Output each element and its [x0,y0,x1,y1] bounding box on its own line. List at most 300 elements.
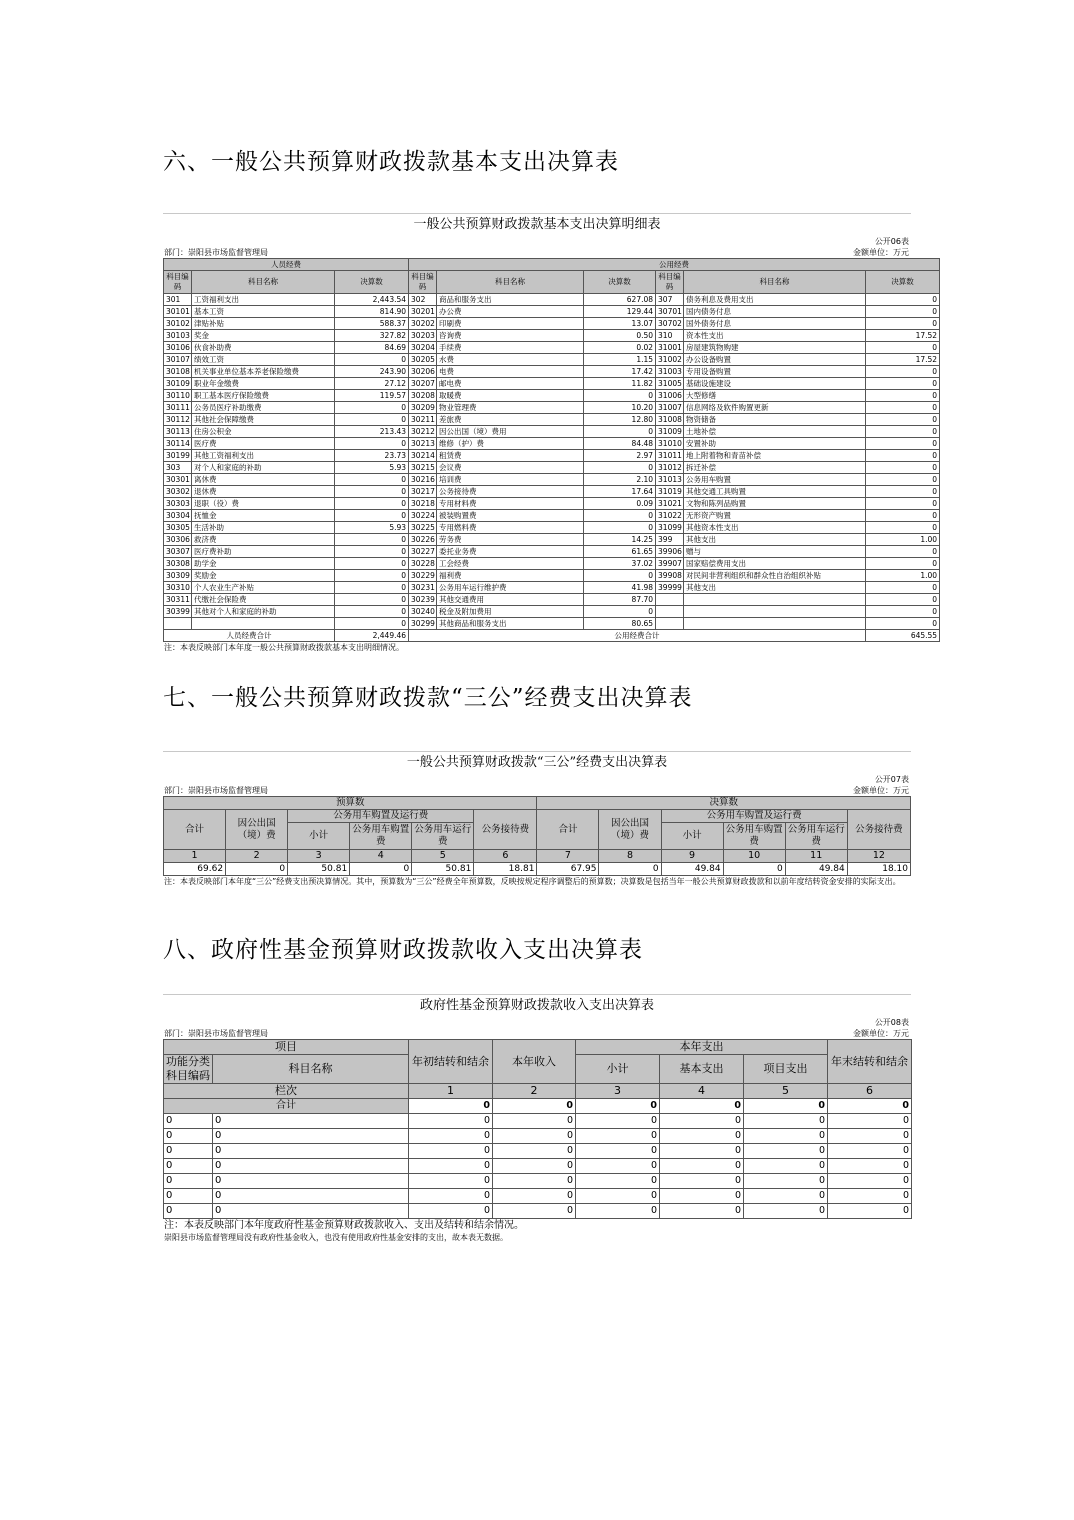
table-row [164,863,911,876]
name-cell: 赠与 [684,546,866,558]
amount-cell: 0 [409,1174,493,1189]
header-reception: 公务接待费 [847,810,910,850]
header-car-buy: 公务用车购置费 [723,823,785,850]
table-row [164,594,940,606]
header-colnum: 栏次 [164,1084,409,1099]
amount-cell: 0 [493,1204,576,1219]
code-cell: 30114 [164,438,192,450]
code-cell: 31099 [656,522,684,534]
table-row [164,486,940,498]
header-income: 本年收入 [493,1040,576,1084]
sheet-meta [163,236,911,247]
amount-cell: 0 [828,1174,912,1189]
code-cell: 31003 [656,366,684,378]
column-number: 6 [474,850,537,863]
amount-cell: 84.48 [584,438,656,450]
amount-cell: 0 [744,1129,828,1144]
column-number: 3 [576,1084,660,1099]
column-number: 6 [828,1084,912,1099]
name-cell: 其他支出 [684,534,866,546]
amount-cell: 0 [335,558,409,570]
amount-cell: 0 [744,1144,828,1159]
code-cell: 0 [164,1204,213,1219]
name-cell: 工会经费 [437,558,584,570]
code-cell: 31006 [656,390,684,402]
name-cell: 对个人和家庭的补助 [192,462,335,474]
header-name: 科目名称 [213,1055,409,1084]
name-cell: 办公费 [437,306,584,318]
amount-cell: 0 [576,1204,660,1219]
amount-cell: 0 [584,426,656,438]
code-cell: 0 [164,1129,213,1144]
name-cell: 0 [213,1189,409,1204]
basic-expense-sheet [163,213,938,653]
code-cell [164,618,192,630]
amount-cell: 213.43 [335,426,409,438]
header-car: 公务用车购置及运行费 [288,810,474,823]
column-number: 9 [661,850,723,863]
header-subtotal: 小计 [661,823,723,850]
header-total: 合计 [537,810,599,850]
name-cell: 咨询费 [437,330,584,342]
amount-cell: 0 [866,510,940,522]
amount-cell: 49.84 [661,863,723,876]
table-row [164,1114,912,1129]
name-cell: 专用设备购置 [684,366,866,378]
code-cell: 39907 [656,558,684,570]
name-cell [192,618,335,630]
code-cell: 30109 [164,378,192,390]
basic-expense-table [163,258,940,642]
amount-cell: 1.00 [866,570,940,582]
amount-cell: 0 [866,594,940,606]
amount-cell: 588.37 [335,318,409,330]
name-cell: 其他工资福利支出 [192,450,335,462]
amount-cell: 0.50 [584,330,656,342]
code-cell: 30217 [409,486,437,498]
name-cell: 差旅费 [437,414,584,426]
name-cell: 其他商品和服务支出 [437,618,584,630]
table-row [164,342,940,354]
amount-cell: 0 [335,534,409,546]
total-personnel-label: 人员经费合计 [164,630,335,642]
section-8-title: 八、政府性基金预算财政拨款收入支出决算表 [163,937,643,963]
name-cell [684,618,866,630]
amount-cell: 0 [660,1174,744,1189]
amount-cell: 0 [576,1129,660,1144]
code-cell: 399 [656,534,684,546]
amount-cell: 0 [866,486,940,498]
code-cell: 30301 [164,474,192,486]
fund-table [163,1039,912,1219]
code-cell: 31002 [656,354,684,366]
code-cell: 30304 [164,510,192,522]
sheet-meta [163,774,911,785]
amount-cell: 41.98 [584,582,656,594]
code-cell: 30112 [164,414,192,426]
amount-cell: 0 [723,863,785,876]
sheet-meta [163,785,911,796]
amount-cell: 87.70 [584,594,656,606]
name-cell: 培训费 [437,474,584,486]
code-cell: 30113 [164,426,192,438]
name-cell: 对民间非营利组织和群众性自治组织补贴 [684,570,866,582]
table-row [164,474,940,486]
name-cell: 公务用车购置 [684,474,866,486]
code-cell: 31021 [656,498,684,510]
name-cell: 资本性支出 [684,330,866,342]
code-cell: 30228 [409,558,437,570]
amount-cell: 0 [335,618,409,630]
amount-cell: 0 [660,1129,744,1144]
name-cell: 会议费 [437,462,584,474]
code-cell: 31013 [656,474,684,486]
table-row [164,318,940,330]
code-cell: 30227 [409,546,437,558]
code-cell: 31008 [656,414,684,426]
code-cell: 0 [164,1174,213,1189]
name-cell: 公务员医疗补助缴费 [192,402,335,414]
name-cell: 住房公积金 [192,426,335,438]
amount-cell: 0 [828,1129,912,1144]
name-cell: 物业管理费 [437,402,584,414]
header-item: 项目 [164,1040,409,1055]
name-cell: 邮电费 [437,378,584,390]
header-amount: 决算数 [866,271,940,294]
table-row [164,462,940,474]
code-cell: 30216 [409,474,437,486]
name-cell: 0 [213,1144,409,1159]
amount-cell: 0 [576,1114,660,1129]
amount-cell: 0 [576,1159,660,1174]
code-cell: 31022 [656,510,684,522]
group-personnel: 人员经费 [164,259,409,271]
department-label: 部门：崇阳县市场监督管理局 [164,786,268,795]
name-cell: 职业年金缴费 [192,378,335,390]
table-row [164,354,940,366]
name-cell [684,594,866,606]
amount-cell: 243.90 [335,366,409,378]
code-cell: 30225 [409,522,437,534]
code-cell: 30212 [409,426,437,438]
amount-cell: 0 [576,1174,660,1189]
amount-cell: 0 [576,1189,660,1204]
table-row [164,498,940,510]
name-cell: 债务利息及费用支出 [684,294,866,306]
table-row [164,306,940,318]
name-cell: 福利费 [437,570,584,582]
amount-cell: 0 [409,1144,493,1159]
code-cell: 30224 [409,510,437,522]
amount-cell: 0 [493,1144,576,1159]
table-row [164,582,940,594]
total-amount: 0 [744,1099,828,1114]
amount-cell: 18.81 [474,863,537,876]
amount-cell: 0 [409,1114,493,1129]
code-cell: 30213 [409,438,437,450]
code-cell: 30305 [164,522,192,534]
code-cell: 31001 [656,342,684,354]
name-cell: 其他资本性支出 [684,522,866,534]
total-amount: 0 [493,1099,576,1114]
name-cell: 办公设备购置 [684,354,866,366]
amount-cell: 0 [660,1114,744,1129]
name-cell: 无形资产购置 [684,510,866,522]
three-public-table [163,796,911,876]
name-cell: 生活补助 [192,522,335,534]
amount-cell: 0 [409,1129,493,1144]
name-cell: 信息网络及软件购置更新 [684,402,866,414]
amount-cell: 0 [866,414,940,426]
amount-cell: 0 [335,354,409,366]
amount-cell: 0 [828,1159,912,1174]
sheet-meta [163,1028,911,1039]
name-cell: 税金及附加费用 [437,606,584,618]
amount-cell: 18.10 [847,863,910,876]
code-cell: 31010 [656,438,684,450]
amount-cell: 0 [584,462,656,474]
amount-cell: 129.44 [584,306,656,318]
amount-cell: 814.90 [335,306,409,318]
amount-cell: 0 [335,510,409,522]
amount-cell: 0 [828,1114,912,1129]
column-number: 1 [409,1084,493,1099]
amount-cell: 0 [660,1189,744,1204]
amount-cell: 0 [866,378,940,390]
code-cell: 30208 [409,390,437,402]
name-cell: 其他社会保障缴费 [192,414,335,426]
column-number: 5 [412,850,474,863]
amount-cell: 0 [744,1204,828,1219]
name-cell: 电费 [437,366,584,378]
table-row [164,558,940,570]
name-cell: 手续费 [437,342,584,354]
table-row [164,450,940,462]
name-cell: 专用材料费 [437,498,584,510]
fund-sheet [163,994,911,1243]
table-row [164,1204,912,1219]
amount-cell: 0 [866,618,940,630]
name-cell: 个人农业生产补贴 [192,582,335,594]
amount-cell: 0 [866,474,940,486]
code-cell: 30106 [164,342,192,354]
name-cell: 奖金 [192,330,335,342]
amount-cell: 0 [866,582,940,594]
amount-cell: 11.82 [584,378,656,390]
code-cell: 30201 [409,306,437,318]
column-number: 4 [350,850,412,863]
name-cell [684,606,866,618]
code-cell: 30229 [409,570,437,582]
amount-cell: 0 [335,594,409,606]
table-note: 注：本表反映部门本年度政府性基金预算财政拨款收入、支出及结转和结余情况。 [164,1220,524,1231]
table-row [164,618,940,630]
column-number: 3 [288,850,350,863]
table-row [164,1129,912,1144]
amount-cell: 0 [866,318,940,330]
amount-cell: 0 [226,863,288,876]
total-personnel-value: 2,449.46 [335,630,409,642]
name-cell: 国内债务付息 [684,306,866,318]
name-cell: 房屋建筑物购建 [684,342,866,354]
table-row [164,438,940,450]
code-cell: 39906 [656,546,684,558]
name-cell: 安置补助 [684,438,866,450]
three-public-sheet [163,751,911,887]
amount-cell: 0 [866,402,940,414]
amount-cell: 5.93 [335,522,409,534]
code-cell: 307 [656,294,684,306]
amount-cell: 50.81 [288,863,350,876]
amount-cell: 0 [584,570,656,582]
code-cell: 31011 [656,450,684,462]
amount-cell: 0 [866,426,940,438]
code-cell: 31019 [656,486,684,498]
amount-cell: 0 [660,1144,744,1159]
code-cell [656,606,684,618]
amount-cell: 0 [599,863,661,876]
header-name: 科目名称 [684,271,866,294]
amount-cell: 119.57 [335,390,409,402]
name-cell: 委托业务费 [437,546,584,558]
code-cell: 30102 [164,318,192,330]
amount-cell: 84.69 [335,342,409,354]
section-6-title: 六、一般公共预算财政拨款基本支出决算表 [163,149,619,175]
amount-cell: 0 [584,606,656,618]
total-public-value: 645.55 [866,630,940,642]
table-row [164,414,940,426]
amount-cell: 2.97 [584,450,656,462]
name-cell: 被装购置费 [437,510,584,522]
amount-cell: 327.82 [335,330,409,342]
amount-cell: 5.93 [335,462,409,474]
table-note-2: 崇阳县市场监督管理局没有政府性基金收入，也没有使用政府性基金安排的支出，故本表无数据。 [164,1233,508,1242]
column-number: 7 [537,850,599,863]
name-cell: 代缴社会保险费 [192,594,335,606]
code-cell: 30111 [164,402,192,414]
amount-cell: 0 [576,1144,660,1159]
name-cell: 印刷费 [437,318,584,330]
amount-cell: 0 [493,1129,576,1144]
code-cell: 30205 [409,354,437,366]
amount-cell: 0 [866,546,940,558]
code-cell: 30108 [164,366,192,378]
total-label: 合计 [164,1099,409,1114]
amount-cell: 0 [866,438,940,450]
header-project: 项目支出 [744,1055,828,1084]
amount-cell: 50.81 [412,863,474,876]
table-row [164,1189,912,1204]
name-cell: 职工基本医疗保险缴费 [192,390,335,402]
table-row [164,366,940,378]
name-cell: 其他交通费用 [437,594,584,606]
form-number: 公开08表 [874,1018,909,1027]
header-car-run: 公务用车运行费 [412,823,474,850]
code-cell: 30239 [409,594,437,606]
name-cell: 商品和服务支出 [437,294,584,306]
code-cell: 30302 [164,486,192,498]
code-cell: 30218 [409,498,437,510]
column-number: 10 [723,850,785,863]
code-cell: 0 [164,1189,213,1204]
table-row [164,426,940,438]
name-cell: 水费 [437,354,584,366]
code-cell: 30399 [164,606,192,618]
code-cell: 30209 [409,402,437,414]
amount-cell: 0 [335,498,409,510]
sheet-caption: 一般公共预算财政拨款“三公”经费支出决算表 [163,751,911,774]
amount-cell: 627.08 [584,294,656,306]
amount-cell: 27.12 [335,378,409,390]
amount-cell: 17.42 [584,366,656,378]
amount-cell: 0 [584,390,656,402]
code-cell: 30231 [409,582,437,594]
name-cell: 大型修缮 [684,390,866,402]
total-amount: 0 [660,1099,744,1114]
name-cell: 土地补偿 [684,426,866,438]
sheet-caption: 一般公共预算财政拨款基本支出决算明细表 [163,213,911,236]
table-row [164,294,940,306]
amount-cell: 23.73 [335,450,409,462]
total-amount: 0 [576,1099,660,1114]
amount-cell: 0 [866,462,940,474]
name-cell: 基础设施建设 [684,378,866,390]
amount-cell: 0 [493,1114,576,1129]
name-cell: 医疗费 [192,438,335,450]
code-cell: 31009 [656,426,684,438]
name-cell: 医疗费补助 [192,546,335,558]
code-cell: 30310 [164,582,192,594]
name-cell: 其他对个人和家庭的补助 [192,606,335,618]
amount-cell: 0 [335,474,409,486]
name-cell: 维修（护）费 [437,438,584,450]
header-code: 科目编码 [409,271,437,294]
name-cell: 0 [213,1159,409,1174]
name-cell: 劳务费 [437,534,584,546]
amount-cell: 0 [660,1159,744,1174]
header-car-buy: 公务用车购置费 [350,823,412,850]
header-budget: 预算数 [164,797,537,810]
department-label: 部门：崇阳县市场监督管理局 [164,248,268,257]
code-cell: 30215 [409,462,437,474]
name-cell: 租赁费 [437,450,584,462]
code-cell: 31007 [656,402,684,414]
column-number: 1 [164,850,226,863]
amount-cell: 17.52 [866,330,940,342]
table-row [164,510,940,522]
name-cell: 国外债务付息 [684,318,866,330]
code-cell: 310 [656,330,684,342]
amount-cell: 0 [744,1174,828,1189]
amount-cell: 14.25 [584,534,656,546]
code-cell: 30240 [409,606,437,618]
header-abroad: 因公出国（境）费 [226,810,288,850]
amount-cell: 0 [335,486,409,498]
name-cell: 退职（役）费 [192,498,335,510]
amount-cell: 0 [744,1159,828,1174]
code-cell: 301 [164,294,192,306]
total-public-label: 公用经费合计 [409,630,866,642]
code-cell: 0 [164,1159,213,1174]
code-cell: 30199 [164,450,192,462]
header-car-run: 公务用车运行费 [785,823,847,850]
code-cell: 30110 [164,390,192,402]
amount-cell: 0 [335,402,409,414]
name-cell: 绩效工资 [192,354,335,366]
name-cell: 津贴补贴 [192,318,335,330]
name-cell: 0 [213,1129,409,1144]
total-amount: 0 [409,1099,493,1114]
